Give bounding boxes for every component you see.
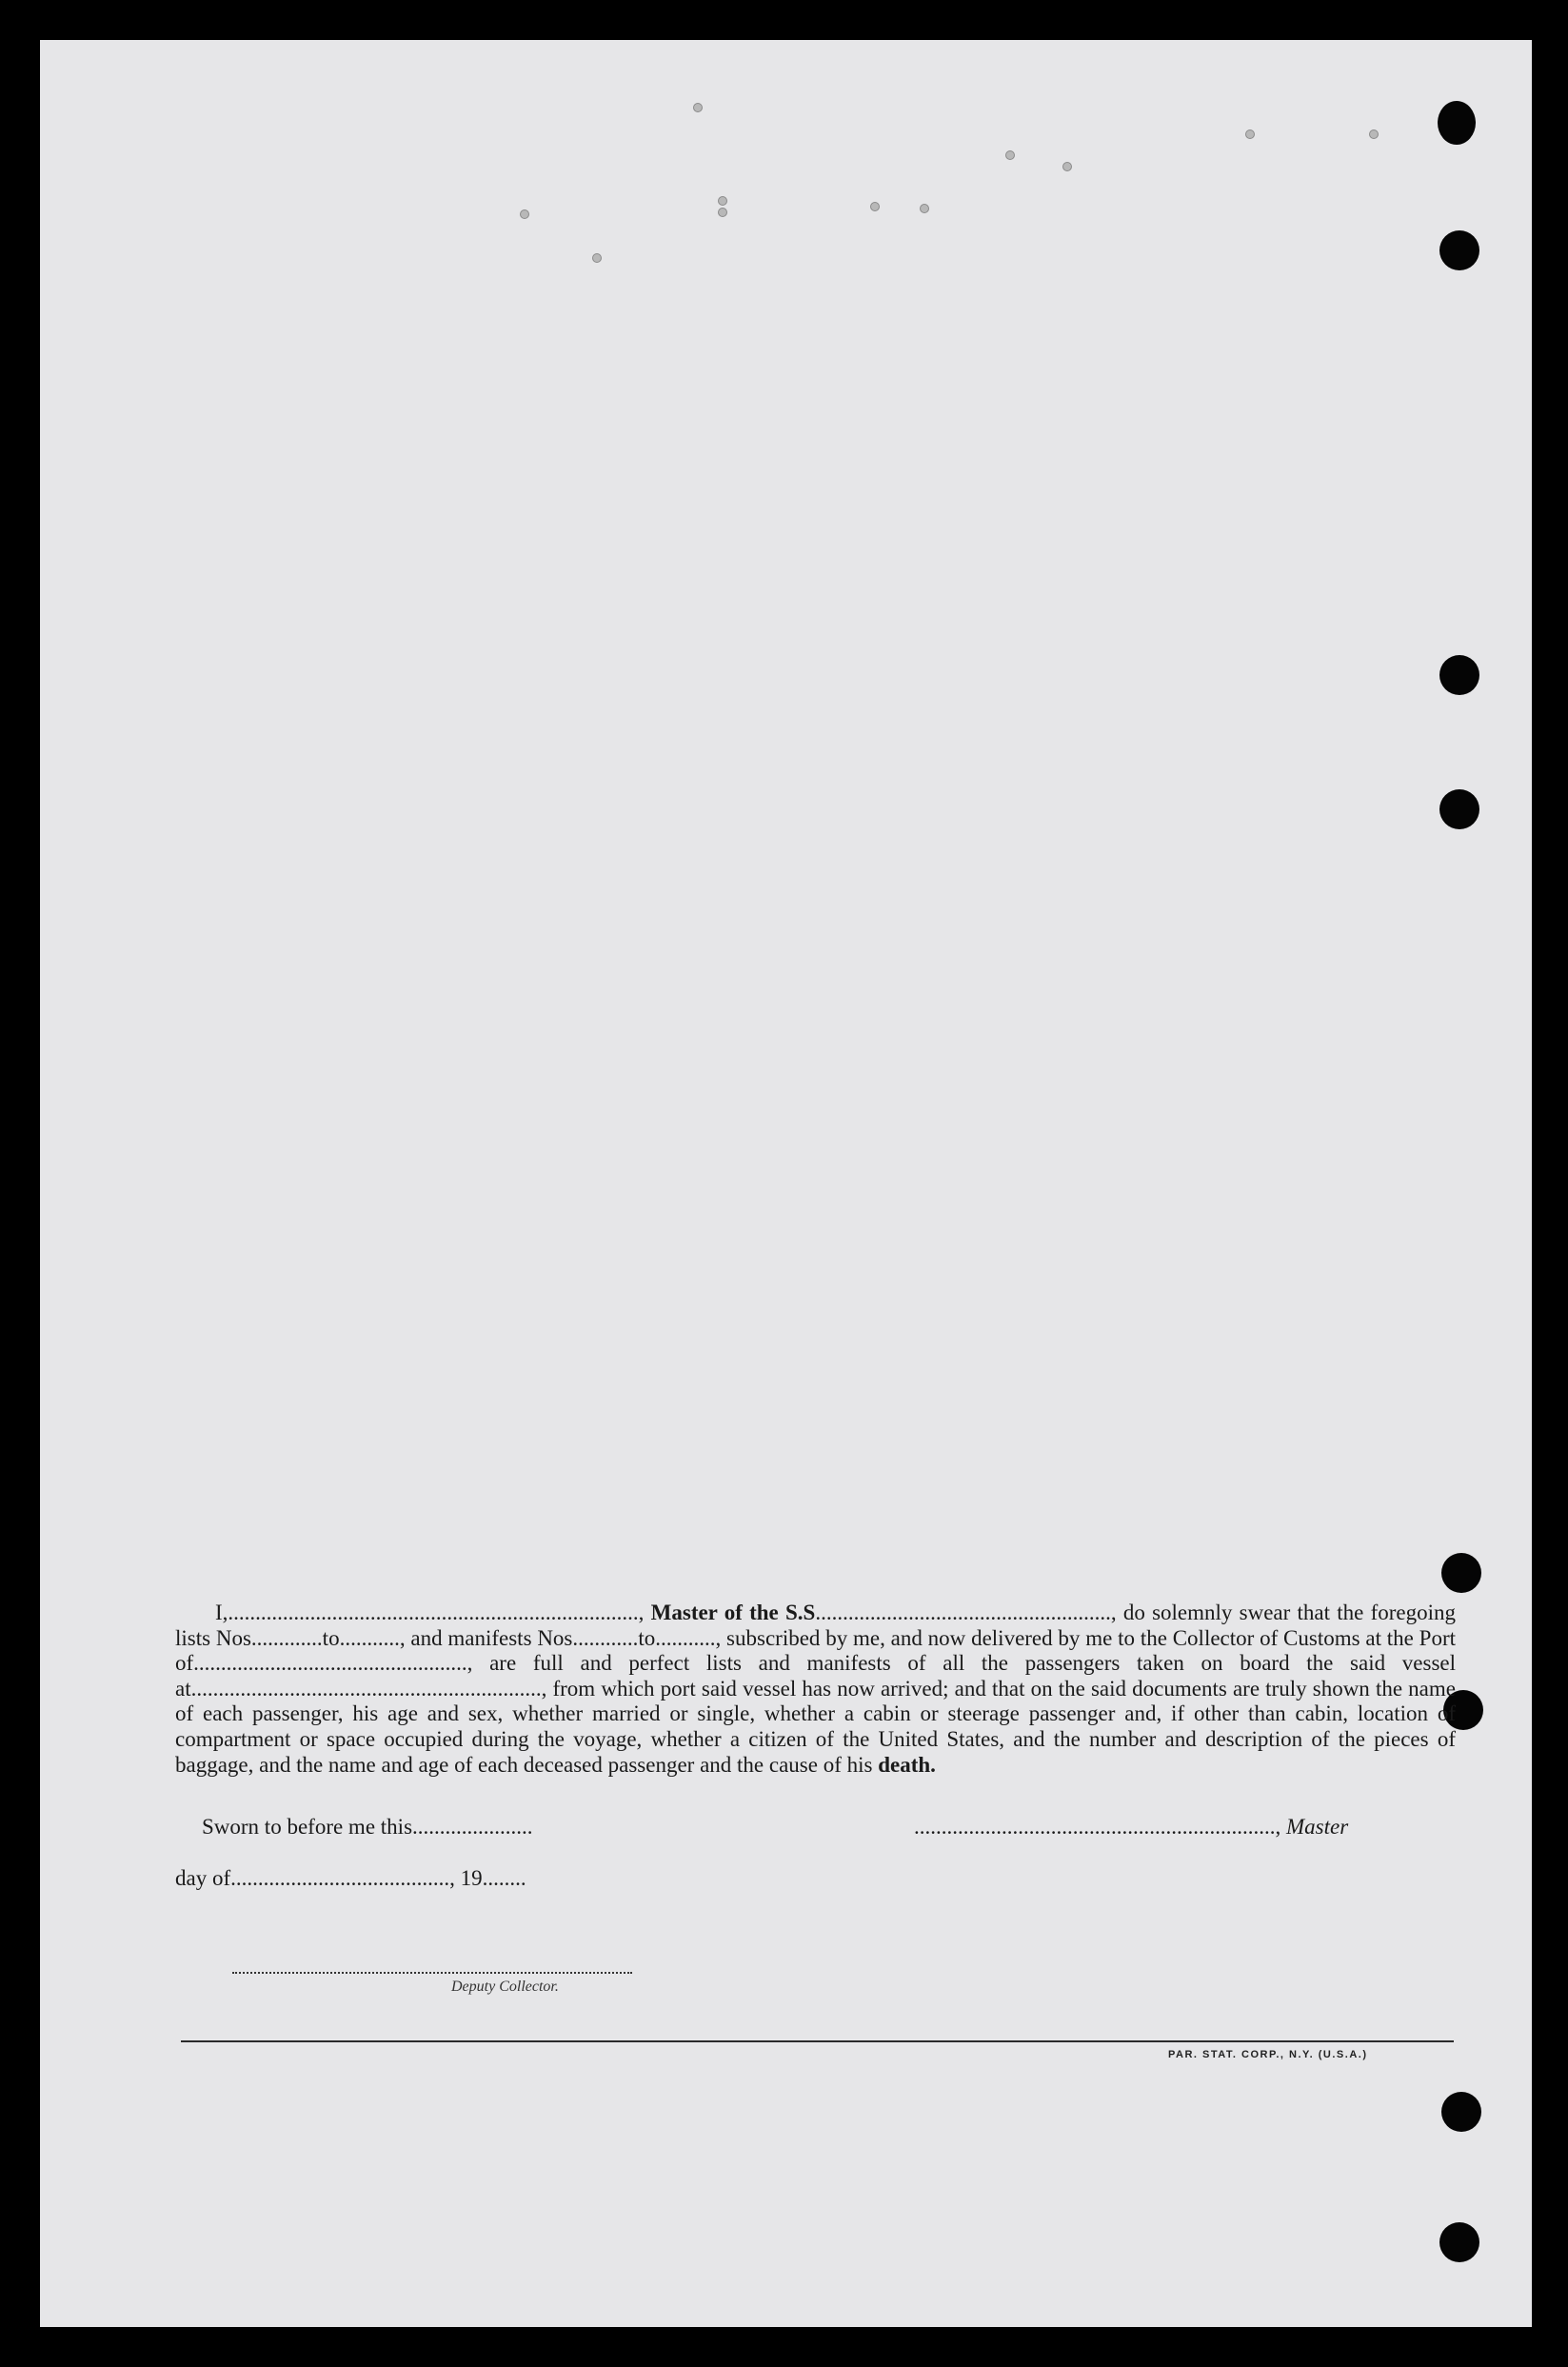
paper-speck: [1245, 129, 1255, 139]
paper-speck: [520, 209, 529, 219]
punch-hole: [1441, 2092, 1481, 2132]
footer-rule: [181, 2040, 1454, 2042]
punch-hole: [1439, 655, 1479, 695]
master-label: Master: [1286, 1815, 1349, 1839]
oath-text: ......................................................, do solemnly swear that the foregoing lists Nos.............to..........., and manifests Nos............to..........., subscribed by me, and now delivered by me to the Collector of Customs at the Port of.................................................., are full and perfect lists and manifests of all the passengers taken on board the said vessel at................................................................, from which port said vessel has now arrived; and that on the said documents are truly shown the name of each passenger, his age and sex, whether married or single, whether a cabin or steerage passenger and, if other than cabin, location of compartment or space occupied during the voyage, whether a citizen of the United States, and the number and description of the pieces of baggage, and the name and age of each deceased passenger and the cause of his: [175, 1601, 1456, 1777]
paper-speck: [693, 103, 703, 112]
punch-hole: [1439, 2222, 1479, 2262]
paper-speck: [920, 204, 929, 213]
oath-master-phrase: Master of the S.S: [650, 1601, 816, 1624]
oath-text: I,...........................................................................,: [215, 1601, 651, 1624]
printer-imprint: PAR. STAT. CORP., N.Y. (U.S.A.): [1168, 2049, 1368, 2060]
paper-speck: [718, 208, 727, 217]
deputy-collector-signature-line: [232, 1972, 632, 1974]
punch-hole: [1439, 789, 1479, 829]
oath-death-word: death.: [878, 1752, 936, 1777]
master-oath-paragraph: [175, 1601, 1456, 1778]
paper-speck: [1062, 162, 1072, 171]
paper-speck: [718, 196, 727, 206]
paper-speck: [1005, 150, 1015, 160]
punch-hole: [1439, 230, 1479, 270]
manifest-page: [40, 40, 1532, 2327]
master-signature-line: [914, 1815, 1348, 1840]
day-of-line: day of........................................, 19........: [175, 1866, 526, 1890]
paper-speck: [1369, 129, 1379, 139]
punch-hole: [1441, 1553, 1481, 1593]
paper-speck: [870, 202, 880, 211]
punch-hole: [1438, 101, 1476, 145]
sworn-to-line: Sworn to before me this......................: [202, 1815, 533, 1839]
signature-dots: ..................................................................,: [914, 1815, 1286, 1839]
paper-speck: [592, 253, 602, 263]
deputy-collector-label: Deputy Collector.: [451, 1979, 559, 1995]
